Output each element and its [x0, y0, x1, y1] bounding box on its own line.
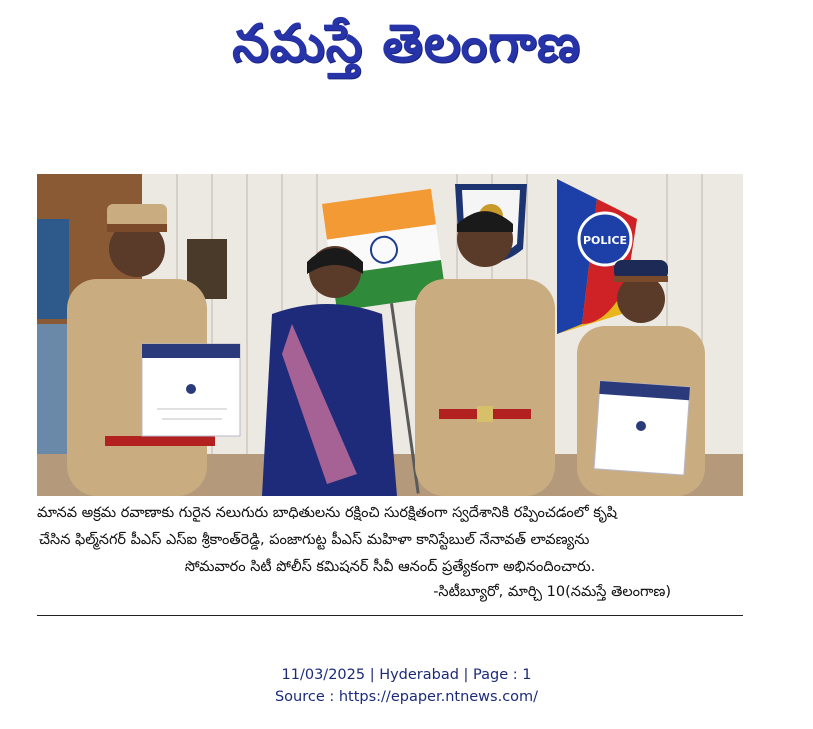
news-photo [37, 174, 743, 496]
masthead [0, 4, 813, 84]
page-footer [0, 664, 813, 708]
certificate-left [142, 344, 240, 436]
footer-date-line: 11/03/2025 | Hyderabad | Page : 1 [281, 667, 532, 683]
newspaper-title: నమస్తే తెలంగాణ [232, 14, 581, 74]
caption-dateline: -సిటీబ్యూరో, మార్చి 10(నమస్తే తెలంగాణ) [433, 584, 671, 600]
caption-divider [37, 615, 743, 616]
caption-line-2: చేసిన ఫిల్మ్‌నగర్ పీఎస్ ఎస్ఐ శ్రీకాంత్‌రెడ్డి, పంజాగుట్ట పీఎస్ మహిళా కానిస్టేబుల్ నేనావత్ లావణ్యను [39, 532, 590, 548]
footer-source-link[interactable]: Source : https://epaper.ntnews.com/ [274, 689, 539, 705]
flag-badge-text: POLICE [582, 234, 628, 247]
caption-line-3: సోమవారం సిటీ పోలీస్ కమిషనర్ సీవీ ఆనంద్ ప్రత్యేకంగా అభినందించారు. [184, 559, 596, 575]
certificate-right [594, 381, 690, 475]
photo-illustration [37, 174, 743, 496]
caption-line-1: మానవ అక్రమ రవాణాకు గురైన నలుగురు బాధితులను రక్షించి సురక్షితంగా స్వదేశానికి రప్పించడంలో కృషి [37, 505, 618, 521]
photo-caption [37, 500, 743, 603]
